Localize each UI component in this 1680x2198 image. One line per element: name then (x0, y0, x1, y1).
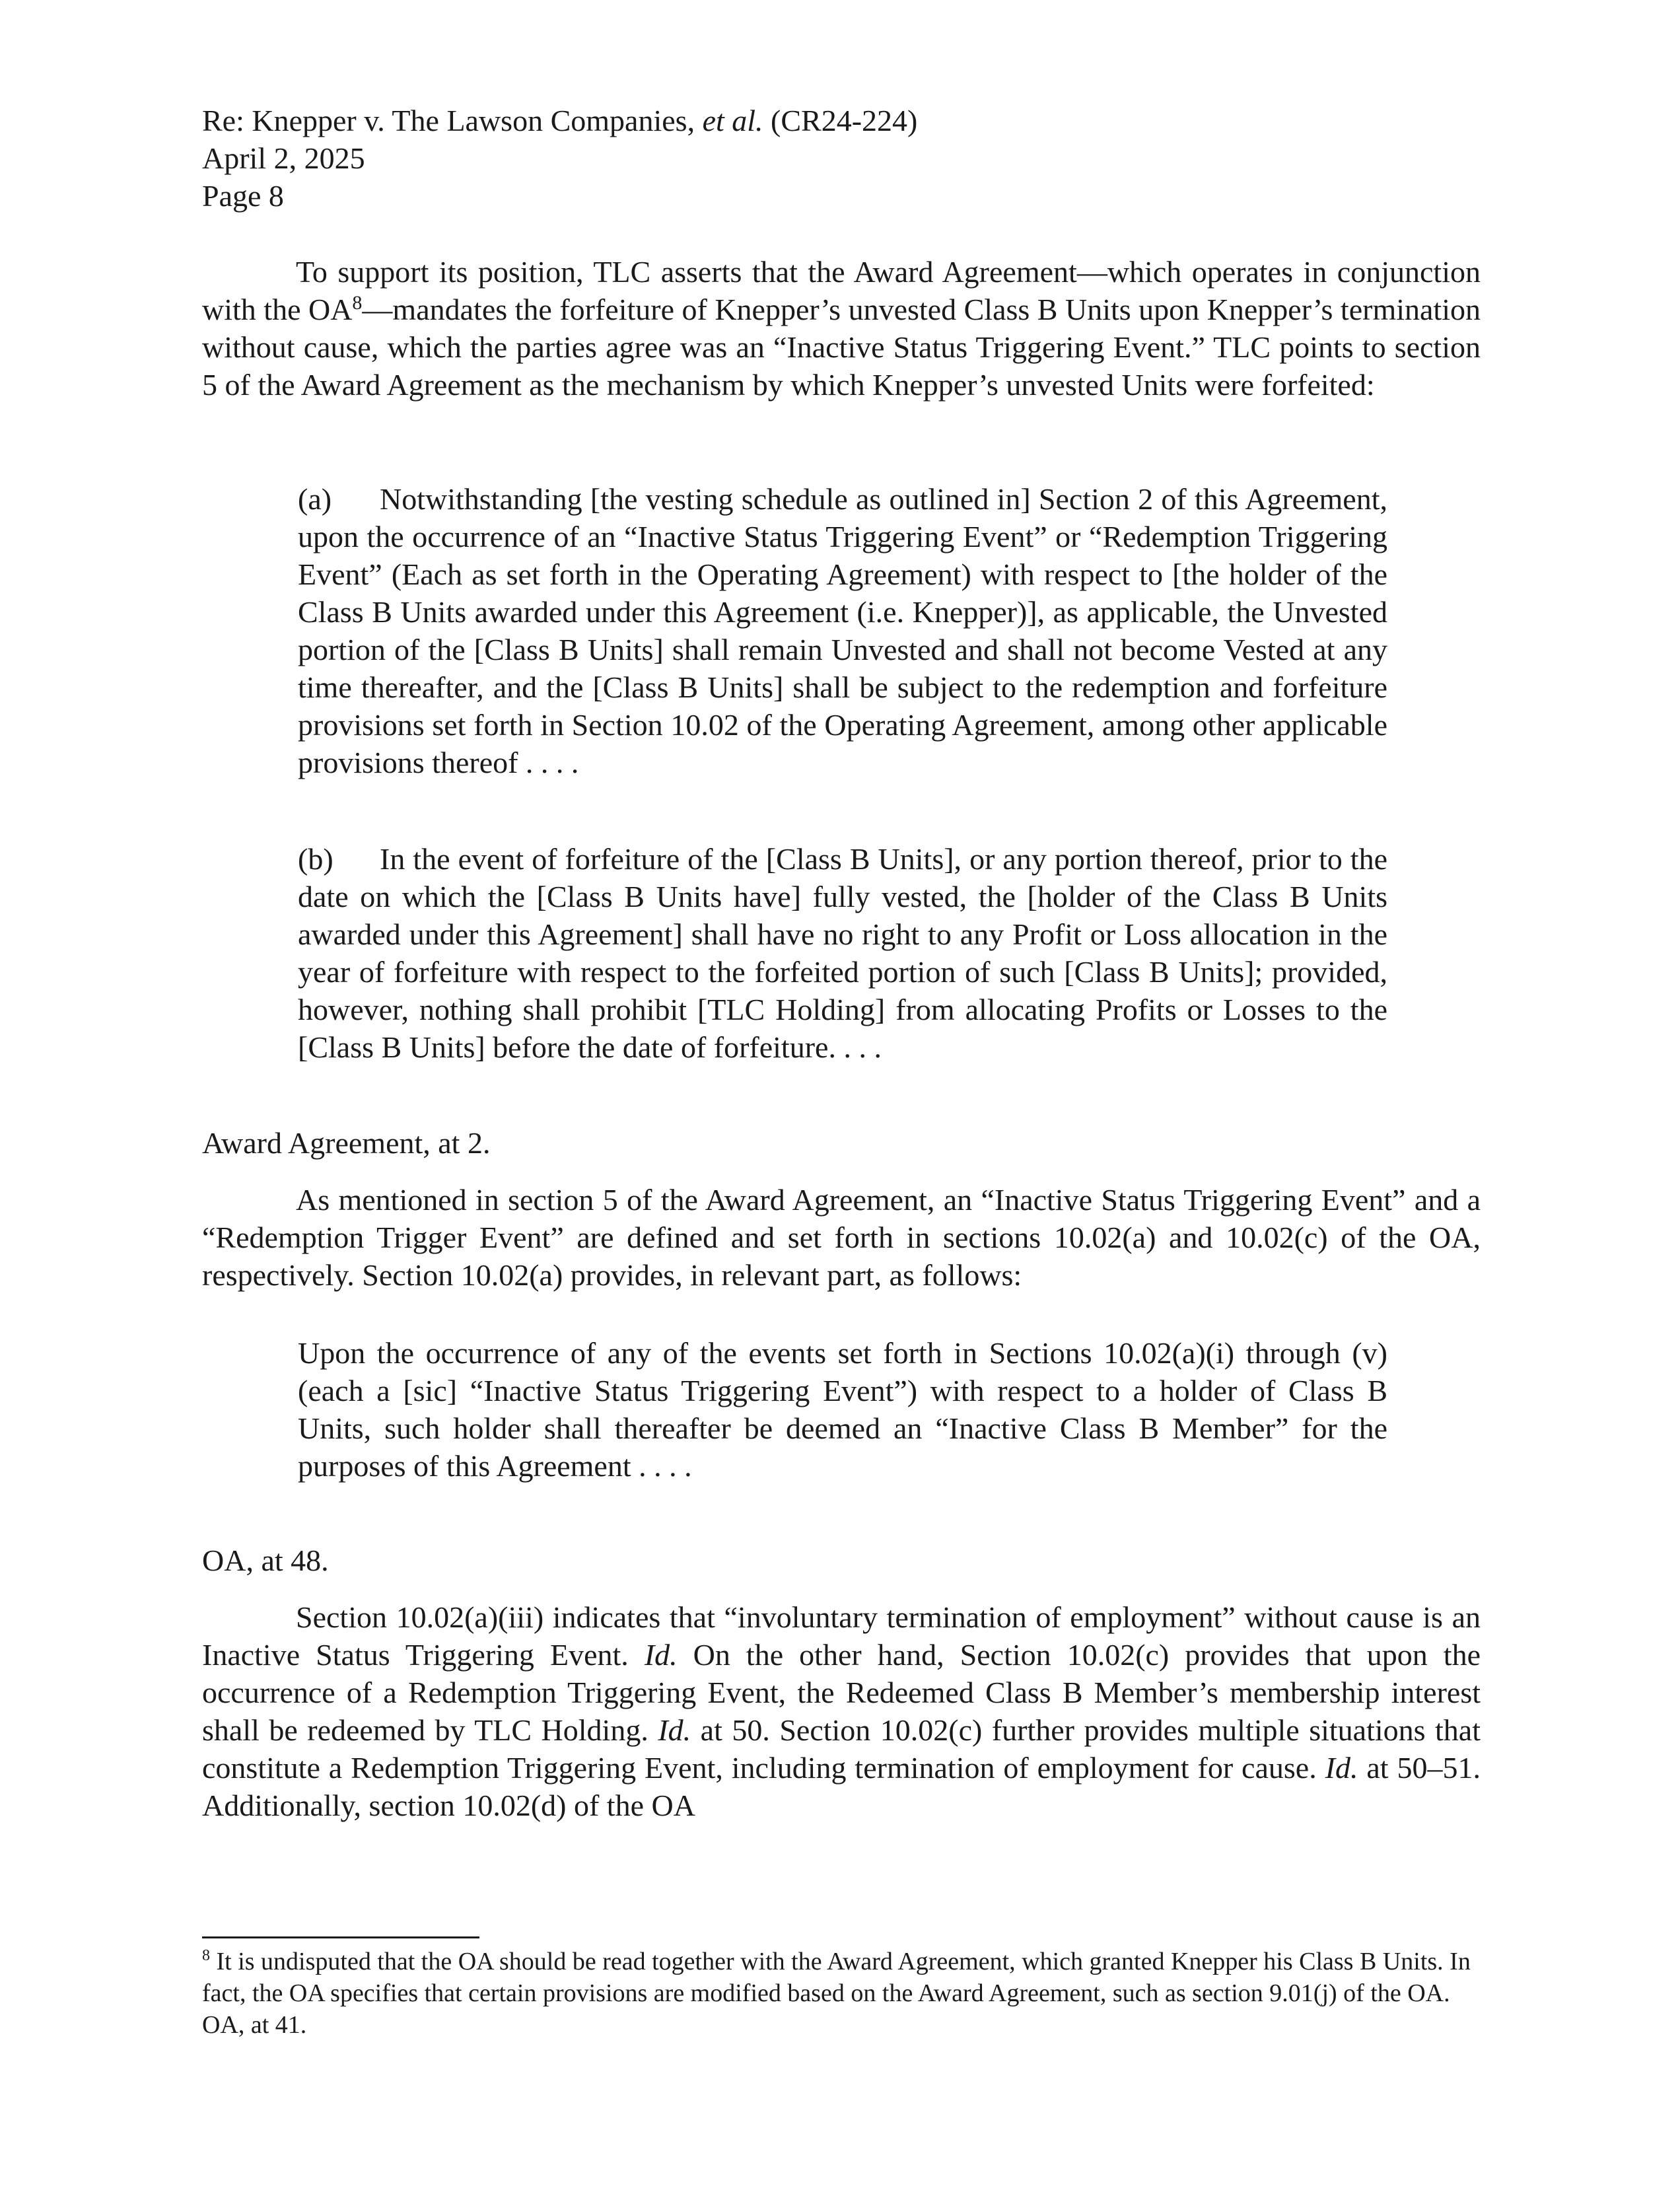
re-line: Re: Knepper v. The Lawson Companies, et al. (CR24-224) (202, 104, 918, 137)
paragraph-section-10-02: Section 10.02(a)(iii) indicates that “involuntary termination of employment” without cause is an Inactive Status Triggering Event. Id. On the other hand, Section 10.02(c) provides that upon the occurrence of a Redemption Triggering Event, the Redeemed Class B Member’s membership interest shall be redeemed by TLC Holding. Id. at 50. Section 10.02(c) further provides multiple situations that constitute a Redemption Triggering Event, including termination of employment for cause. Id. at 50–51. Additionally, section 10.02(d) of the OA (202, 1600, 1481, 1822)
footnote-marker: 8 (202, 1947, 210, 1964)
letter-date: April 2, 2025 (202, 141, 365, 175)
quote-label-b: (b) (298, 842, 333, 876)
quote-label-a: (a) (298, 482, 332, 516)
citation-award-agreement: Award Agreement, at 2. (202, 1126, 491, 1160)
block-quote-a: (a) Notwithstanding [the vesting schedule as outlined in] Section 2 of this Agreement, upon the occurrence of an “Inactive Status Triggering Event” or “Redemption Triggering Event” (Each as set forth in the Operating Agreement) with respect to [the holder of the Class B Units awarded under this Agreement (i.e. Knepper)], as applicable, the Unvested portion of the [Class B Units] shall remain Unvested and shall not become Vested at any time thereafter, and the [Class B Units] shall be subject to the redemption and forfeiture provisions set forth in Section 10.02 of the Operating Agreement, among other applicable provisions thereof . . . . (298, 480, 1387, 781)
block-quote-c: Upon the occurrence of any of the events set forth in Sections 10.02(a)(i) through (v) (each a [sic] “Inactive Status Triggering Event”) with respect to a holder of Class B Units, such holder shall thereafter be deemed an “Inactive Class B Member” for the purposes of this Agreement . . . . (298, 1336, 1387, 1483)
paragraph-section-5: As mentioned in section 5 of the Award Agreement, an “Inactive Status Triggering Event” and a “Redemption Trigger Event” are defined and set forth in sections 10.02(a) and 10.02(c) of the OA, respectively. Section 10.02(a) provides, in relevant part, as follows: (202, 1183, 1481, 1292)
citation-oa-48: OA, at 48. (202, 1543, 329, 1577)
block-quote-b: (b) In the event of forfeiture of the [Class B Units], or any portion thereof, prior to the date on which the [Class B Units have] fully vested, the [holder of the Class B Units awarded under this Agreement] shall have no right to any Profit or Loss allocation in the year of forfeiture with respect to the forfeited portion of such [Class B Units]; provided, however, nothing shall prohibit [TLC Holding] from allocating Profits or Losses to the [Class B Units] before the date of forfeiture. . . . (298, 840, 1387, 1066)
footnote-divider (202, 1936, 479, 1938)
letter-header (202, 102, 1457, 215)
footnote-ref-8[interactable]: 8 (352, 292, 363, 314)
footnote-8: $^8$ It is undisputed that the OA should be read together with the Award Agreement, which granted Knepper his Class B Units. In fact, the OA specifies that certain provisions are modified based on the Award Agreement, such as section 9.01(j) of the OA. OA, at 41. (202, 1947, 1471, 2039)
page-number: Page 8 (202, 179, 284, 213)
paragraph-tlc-position: To support its position, TLC asserts that the Award Agreement—which operates in conjunction with the $OA^8—mandates$ the forfeiture of Knepper’s unvested Class B Units upon Knepper’s termination without cause, which the parties agree was an “Inactive Status Triggering Event.” TLC points to section 5 of the Award Agreement as the mechanism by which Knepper’s unvested Units were forfeited: (202, 255, 1481, 402)
